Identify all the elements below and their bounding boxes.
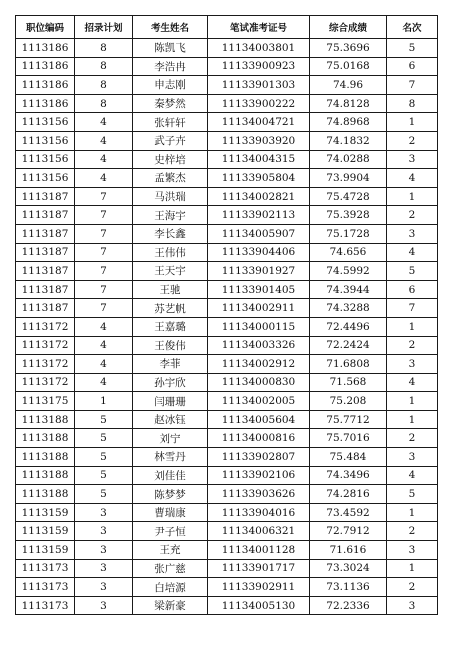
cell-rank: 5	[387, 485, 438, 504]
cell-total-score: 74.5992	[310, 262, 387, 281]
cell-rank: 4	[387, 466, 438, 485]
cell-rank: 6	[387, 280, 438, 299]
cell-rank: 2	[387, 131, 438, 150]
cell-total-score: 73.9904	[310, 169, 387, 188]
cell-total-score: 74.0288	[310, 150, 387, 169]
cell-rank: 3	[387, 448, 438, 467]
cell-candidate-name: 曹瑞康	[133, 503, 208, 522]
cell-recruit-plan: 7	[75, 280, 133, 299]
cell-position-code: 1113187	[16, 262, 75, 281]
table-row	[16, 410, 438, 429]
cell-candidate-name: 陈凯飞	[133, 39, 208, 58]
cell-recruit-plan: 7	[75, 206, 133, 225]
cell-position-code: 1113173	[16, 596, 75, 615]
cell-position-code: 1113188	[16, 448, 75, 467]
cell-candidate-name: 白培源	[133, 578, 208, 597]
cell-exam-ticket-number: 11134006321	[208, 522, 310, 541]
cell-exam-ticket-number: 11133900222	[208, 94, 310, 113]
cell-candidate-name: 王俊伟	[133, 336, 208, 355]
cell-exam-ticket-number: 11133902807	[208, 448, 310, 467]
cell-candidate-name: 梁新豪	[133, 596, 208, 615]
cell-candidate-name: 孙宇欣	[133, 373, 208, 392]
table-row	[16, 243, 438, 262]
cell-position-code: 1113172	[16, 355, 75, 374]
cell-candidate-name: 尹子恒	[133, 522, 208, 541]
cell-recruit-plan: 1	[75, 392, 133, 411]
header-position-code: 职位编码	[16, 16, 75, 39]
cell-recruit-plan: 8	[75, 94, 133, 113]
cell-recruit-plan: 7	[75, 187, 133, 206]
header-exam-ticket-number: 笔试准考证号	[208, 16, 310, 39]
table-row	[16, 522, 438, 541]
table-body	[16, 39, 438, 615]
header-candidate-name: 考生姓名	[133, 16, 208, 39]
cell-rank: 2	[387, 522, 438, 541]
cell-total-score: 74.3944	[310, 280, 387, 299]
cell-candidate-name: 张广慈	[133, 559, 208, 578]
cell-recruit-plan: 5	[75, 485, 133, 504]
cell-exam-ticket-number: 11133903626	[208, 485, 310, 504]
table-row	[16, 373, 438, 392]
cell-rank: 5	[387, 262, 438, 281]
table-row	[16, 57, 438, 76]
cell-position-code: 1113175	[16, 392, 75, 411]
cell-exam-ticket-number: 11133904406	[208, 243, 310, 262]
cell-total-score: 71.6808	[310, 355, 387, 374]
cell-rank: 4	[387, 243, 438, 262]
cell-rank: 3	[387, 596, 438, 615]
cell-exam-ticket-number: 11134002821	[208, 187, 310, 206]
cell-total-score: 75.3696	[310, 39, 387, 58]
score-table	[15, 15, 438, 615]
header-rank: 名次	[387, 16, 438, 39]
table-row	[16, 485, 438, 504]
cell-exam-ticket-number: 11134002911	[208, 299, 310, 318]
cell-position-code: 1113187	[16, 299, 75, 318]
cell-exam-ticket-number: 11134003326	[208, 336, 310, 355]
cell-exam-ticket-number: 11134000830	[208, 373, 310, 392]
cell-rank: 1	[387, 113, 438, 132]
cell-candidate-name: 李长鑫	[133, 224, 208, 243]
cell-position-code: 1113156	[16, 113, 75, 132]
cell-candidate-name: 张轩轩	[133, 113, 208, 132]
cell-rank: 7	[387, 76, 438, 95]
cell-recruit-plan: 4	[75, 336, 133, 355]
cell-recruit-plan: 7	[75, 262, 133, 281]
cell-position-code: 1113186	[16, 94, 75, 113]
cell-recruit-plan: 4	[75, 317, 133, 336]
cell-total-score: 71.568	[310, 373, 387, 392]
cell-position-code: 1113172	[16, 317, 75, 336]
cell-candidate-name: 王天宇	[133, 262, 208, 281]
cell-total-score: 74.96	[310, 76, 387, 95]
cell-recruit-plan: 7	[75, 224, 133, 243]
cell-position-code: 1113156	[16, 131, 75, 150]
cell-total-score: 72.2336	[310, 596, 387, 615]
header-total-score: 综合成绩	[310, 16, 387, 39]
cell-total-score: 71.616	[310, 541, 387, 560]
cell-position-code: 1113173	[16, 578, 75, 597]
cell-candidate-name: 陈梦梦	[133, 485, 208, 504]
table-row	[16, 280, 438, 299]
header-recruit-plan: 招录计划	[75, 16, 133, 39]
cell-exam-ticket-number: 11133900923	[208, 57, 310, 76]
cell-exam-ticket-number: 11133901717	[208, 559, 310, 578]
cell-total-score: 75.4728	[310, 187, 387, 206]
cell-position-code: 1113188	[16, 466, 75, 485]
table-row	[16, 39, 438, 58]
cell-recruit-plan: 5	[75, 410, 133, 429]
table-row	[16, 224, 438, 243]
cell-position-code: 1113187	[16, 206, 75, 225]
cell-candidate-name: 李菲	[133, 355, 208, 374]
cell-candidate-name: 闫珊珊	[133, 392, 208, 411]
cell-candidate-name: 刘佳佳	[133, 466, 208, 485]
cell-exam-ticket-number: 11133902911	[208, 578, 310, 597]
cell-rank: 1	[387, 503, 438, 522]
table-row	[16, 94, 438, 113]
cell-recruit-plan: 8	[75, 39, 133, 58]
cell-exam-ticket-number: 11134005604	[208, 410, 310, 429]
header-row	[16, 16, 438, 39]
cell-recruit-plan: 3	[75, 522, 133, 541]
cell-rank: 3	[387, 355, 438, 374]
table-row	[16, 299, 438, 318]
cell-total-score: 74.3288	[310, 299, 387, 318]
cell-position-code: 1113156	[16, 169, 75, 188]
table-row	[16, 355, 438, 374]
cell-candidate-name: 王驰	[133, 280, 208, 299]
cell-total-score: 75.7712	[310, 410, 387, 429]
table-row	[16, 429, 438, 448]
cell-rank: 2	[387, 336, 438, 355]
table-row	[16, 131, 438, 150]
cell-total-score: 75.208	[310, 392, 387, 411]
cell-position-code: 1113159	[16, 503, 75, 522]
cell-total-score: 73.1136	[310, 578, 387, 597]
cell-recruit-plan: 4	[75, 113, 133, 132]
cell-rank: 2	[387, 578, 438, 597]
cell-recruit-plan: 4	[75, 150, 133, 169]
cell-recruit-plan: 4	[75, 169, 133, 188]
cell-exam-ticket-number: 11133902106	[208, 466, 310, 485]
cell-exam-ticket-number: 11134000115	[208, 317, 310, 336]
cell-rank: 3	[387, 541, 438, 560]
cell-total-score: 72.2424	[310, 336, 387, 355]
cell-rank: 6	[387, 57, 438, 76]
cell-rank: 4	[387, 373, 438, 392]
cell-position-code: 1113159	[16, 522, 75, 541]
cell-candidate-name: 赵冰钰	[133, 410, 208, 429]
cell-exam-ticket-number: 11134005130	[208, 596, 310, 615]
cell-rank: 4	[387, 169, 438, 188]
cell-recruit-plan: 3	[75, 559, 133, 578]
table-row	[16, 113, 438, 132]
table-row	[16, 559, 438, 578]
cell-exam-ticket-number: 11133902113	[208, 206, 310, 225]
cell-exam-ticket-number: 11133901303	[208, 76, 310, 95]
cell-rank: 3	[387, 150, 438, 169]
cell-total-score: 75.3928	[310, 206, 387, 225]
cell-exam-ticket-number: 11134002005	[208, 392, 310, 411]
cell-position-code: 1113188	[16, 410, 75, 429]
table-row	[16, 76, 438, 95]
cell-rank: 1	[387, 410, 438, 429]
table-row	[16, 187, 438, 206]
cell-candidate-name: 申志刚	[133, 76, 208, 95]
cell-position-code: 1113186	[16, 76, 75, 95]
cell-position-code: 1113186	[16, 57, 75, 76]
cell-candidate-name: 王伟伟	[133, 243, 208, 262]
cell-recruit-plan: 3	[75, 578, 133, 597]
cell-candidate-name: 史梓培	[133, 150, 208, 169]
cell-recruit-plan: 4	[75, 131, 133, 150]
cell-candidate-name: 刘宁	[133, 429, 208, 448]
cell-recruit-plan: 8	[75, 57, 133, 76]
cell-exam-ticket-number: 11133901927	[208, 262, 310, 281]
cell-total-score: 73.4592	[310, 503, 387, 522]
cell-position-code: 1113187	[16, 187, 75, 206]
cell-rank: 7	[387, 299, 438, 318]
cell-exam-ticket-number: 11133903920	[208, 131, 310, 150]
cell-total-score: 74.1832	[310, 131, 387, 150]
cell-rank: 1	[387, 559, 438, 578]
cell-position-code: 1113173	[16, 559, 75, 578]
cell-position-code: 1113156	[16, 150, 75, 169]
table-row	[16, 392, 438, 411]
cell-position-code: 1113187	[16, 224, 75, 243]
table-row	[16, 336, 438, 355]
cell-total-score: 73.3024	[310, 559, 387, 578]
cell-candidate-name: 苏艺帆	[133, 299, 208, 318]
cell-position-code: 1113188	[16, 485, 75, 504]
table-row	[16, 578, 438, 597]
cell-candidate-name: 秦梦然	[133, 94, 208, 113]
cell-total-score: 74.3496	[310, 466, 387, 485]
cell-rank: 2	[387, 206, 438, 225]
cell-recruit-plan: 3	[75, 541, 133, 560]
cell-position-code: 1113187	[16, 243, 75, 262]
cell-recruit-plan: 5	[75, 448, 133, 467]
table-row	[16, 503, 438, 522]
cell-rank: 1	[387, 317, 438, 336]
cell-recruit-plan: 3	[75, 503, 133, 522]
table-row	[16, 150, 438, 169]
table-row	[16, 317, 438, 336]
cell-total-score: 75.1728	[310, 224, 387, 243]
cell-total-score: 74.8968	[310, 113, 387, 132]
cell-recruit-plan: 4	[75, 373, 133, 392]
cell-candidate-name: 武子卉	[133, 131, 208, 150]
cell-rank: 8	[387, 94, 438, 113]
cell-recruit-plan: 5	[75, 466, 133, 485]
cell-recruit-plan: 7	[75, 299, 133, 318]
cell-candidate-name: 林雪丹	[133, 448, 208, 467]
cell-rank: 5	[387, 39, 438, 58]
cell-exam-ticket-number: 11134001128	[208, 541, 310, 560]
cell-exam-ticket-number: 11133901405	[208, 280, 310, 299]
cell-total-score: 74.2816	[310, 485, 387, 504]
cell-total-score: 74.8128	[310, 94, 387, 113]
cell-candidate-name: 王充	[133, 541, 208, 560]
cell-recruit-plan: 8	[75, 76, 133, 95]
cell-exam-ticket-number: 11134003801	[208, 39, 310, 58]
cell-recruit-plan: 4	[75, 355, 133, 374]
cell-position-code: 1113172	[16, 336, 75, 355]
cell-position-code: 1113188	[16, 429, 75, 448]
cell-position-code: 1113159	[16, 541, 75, 560]
cell-position-code: 1113172	[16, 373, 75, 392]
cell-exam-ticket-number: 11134004721	[208, 113, 310, 132]
cell-position-code: 1113187	[16, 280, 75, 299]
table-row	[16, 466, 438, 485]
cell-rank: 1	[387, 392, 438, 411]
cell-recruit-plan: 5	[75, 429, 133, 448]
table-row	[16, 541, 438, 560]
cell-exam-ticket-number: 11134005907	[208, 224, 310, 243]
cell-total-score: 72.7912	[310, 522, 387, 541]
cell-candidate-name: 王嘉璐	[133, 317, 208, 336]
cell-rank: 2	[387, 429, 438, 448]
cell-position-code: 1113186	[16, 39, 75, 58]
cell-recruit-plan: 3	[75, 596, 133, 615]
cell-candidate-name: 李浩冉	[133, 57, 208, 76]
table-row	[16, 169, 438, 188]
table-row	[16, 448, 438, 467]
cell-candidate-name: 马洪瑞	[133, 187, 208, 206]
cell-candidate-name: 王海宇	[133, 206, 208, 225]
cell-exam-ticket-number: 11133904016	[208, 503, 310, 522]
cell-rank: 1	[387, 187, 438, 206]
cell-exam-ticket-number: 11134002912	[208, 355, 310, 374]
cell-total-score: 75.0168	[310, 57, 387, 76]
cell-total-score: 74.656	[310, 243, 387, 262]
table-row	[16, 206, 438, 225]
table-row	[16, 596, 438, 615]
cell-exam-ticket-number: 11134004315	[208, 150, 310, 169]
cell-total-score: 75.7016	[310, 429, 387, 448]
cell-recruit-plan: 7	[75, 243, 133, 262]
table-row	[16, 262, 438, 281]
cell-total-score: 75.484	[310, 448, 387, 467]
cell-rank: 3	[387, 224, 438, 243]
cell-total-score: 72.4496	[310, 317, 387, 336]
cell-candidate-name: 孟繁杰	[133, 169, 208, 188]
cell-exam-ticket-number: 11134000816	[208, 429, 310, 448]
cell-exam-ticket-number: 11133905804	[208, 169, 310, 188]
